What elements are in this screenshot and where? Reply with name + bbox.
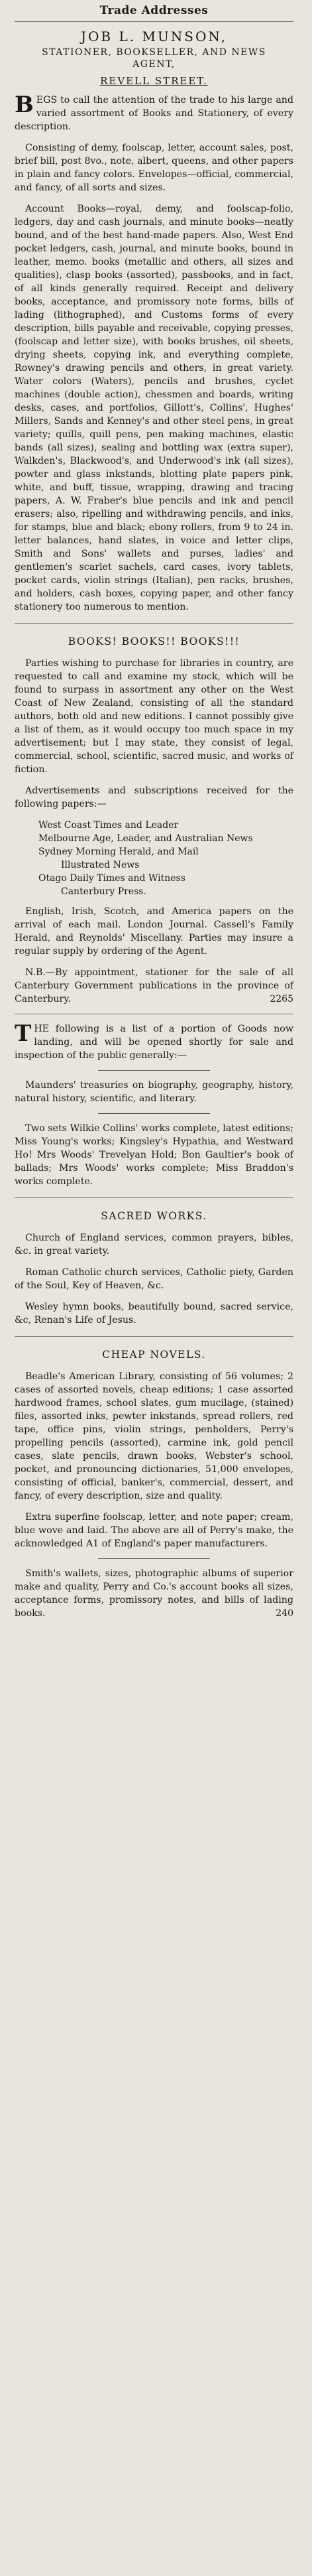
- paper-item: Canterbury Press.: [61, 886, 146, 897]
- divider: [15, 1197, 293, 1198]
- nb-paragraph: N.B.—By appointment, stationer for the sale of all Canterbury Government publications in the province of Canterbury.: [15, 967, 293, 1004]
- business-trades-line2: AGENT,: [132, 59, 176, 70]
- divider: [15, 623, 293, 624]
- business-name: JOB L. MUNSON,: [81, 29, 227, 44]
- books-heading: BOOKS! BOOKS!! BOOKS!!!: [68, 636, 240, 647]
- paper-item: Sydney Morning Herald, and Mail: [38, 847, 199, 857]
- business-street: REVELL STREET.: [100, 75, 208, 87]
- novels-item: Smith's wallets, sizes, photographic albums of superior make and quality, Perry and Co.'s account books all sizes, acceptance forms, promissory notes, and bills of lading books.: [15, 1568, 293, 1619]
- ad-number: 240: [276, 1608, 293, 1619]
- spacer: [15, 898, 293, 905]
- divider: [15, 1336, 293, 1337]
- english-papers-paragraph: English, Irish, Scotch, and America papers on the arrival of each mail. London Journal. Cassell's Family Herald, and Reynolds' Miscellany. Parties may insure a regular supply by ordering of the Agent.: [15, 906, 293, 957]
- novels-item: Beadle's American Library, consisting of 56 volumes; 2 cases of assorted novels, cheap editions; 1 case assorted hardwood frames, school slates, gum mucilage, (stained) files, assorted inks, pewter inkstands, spread rollers, red tape, office pins, violin strings, penholders, Perry's propelling pencils (assorted), carmine ink, gold pencil cases, slate pencils, drawn books, Webster's school, pocket, and pronouncing dictionaries, 51,000 envelopes, consisting of official, banker's, commercial, dessert, and fancy, of every description, size and quality.: [15, 1371, 293, 1501]
- sacred-item: Roman Catholic church services, Catholic piety, Garden of the Soul, Key of Heaven, &c.: [15, 1267, 293, 1291]
- sacred-item: Wesley hymn books, beautifully bound, sacred service, &c, Renan's Life of Jesus.: [15, 1302, 293, 1325]
- short-divider: [98, 1070, 209, 1071]
- libraries-paragraph: Parties wishing to purchase for libraries in country, are requested to call and examine my stock, which will be found to surpass in assortment any other on the West Coast of New Zealand, consisting of all the standard authors, both old and new editions. I cannot possibly give a list of them, as it would occupy too much space in my advertisement; but I may state, they consist of legal, commercial, school, scientific, sacred music, and works of fiction.: [15, 658, 293, 775]
- paper-item: Otago Daily Times and Witness: [38, 873, 185, 884]
- papers-list: [15, 819, 293, 898]
- account-books-paragraph: Account Books—royal, demy, and foolscap-folio, ledgers, day and cash journals, and minute books—neatly bound, and of the best hand-made papers. Also, West End pocket ledgers, cash, journal, and minute books, bound in leather, memo. books (metallic and others, all sizes and qualities), clasp books (assorted), passbooks, and in fact, of all kinds generally required. Receipt and delivery books, acceptance, and promissory note forms, bills of lading (lithographed), and Customs forms of every description, bills payable and receivable, copying presses, (foolscap and letter size), with books brushes, oil sheets, drying sheets, copying ink, and everything complete, Rowney's drawing pencils and others, in great variety. Water colors (Waters), pencils and brushes, cyclet machines (double action), chessmen and boards, writing desks, cases, and portfolios, Gillott's, Collins', Hughes' Millers, Sands and Kenney's and other steel pens, in great variety; quills, quill pens, pen making machines, elastic bands (all sizes), sealing and bottling wax (extra super), Walkden's, Blackwood's, and Underwood's ink (all sizes), powter and glass inkstands, blotting plate papers pink, white, and buff, tissue, wrapping, drawing and tracing papers, A. W. Fraber's blue pencils and ink and pencil erasers; also, ripelling and withdrawing pencils, and inks, for stamps, blue and black; ebony rollers, from 9 to 24 in. letter balances, hand slates, in voice and letter clips, Smith and Sons' wallets and purses, ladies' and gentlemen's scarlet sachels, card cases, ivory tablets, pocket cards, violin strings (Italian), pen racks, brushes, and holders, cash boxes, copying paper, and other fancy stationery too numerous to mention.: [15, 204, 293, 612]
- novels-heading: CHEAP NOVELS.: [102, 1349, 206, 1361]
- intro-paragraph: BEGS to call the attention of the trade to his large and varied assortment of Books and Stationery, of every description.: [15, 92, 293, 132]
- goods-item: Maunders' treasuries on biography, geography, history, natural history, scientific, and literary.: [15, 1080, 293, 1104]
- goods-paragraph: THE following is a list of a portion of Goods now landing, and will be opened shortly for sale and inspection of the public generally:—: [15, 1020, 293, 1061]
- paper-item: Illustrated News: [61, 860, 140, 870]
- paper-item: West Coast Times and Leader: [38, 820, 179, 831]
- business-trades-line1: STATIONER, BOOKSELLER, AND NEWS: [42, 47, 266, 58]
- advertisements-paragraph: Advertisements and subscriptions received for the following papers:—: [15, 785, 293, 809]
- short-divider: [98, 1558, 209, 1559]
- novels-item: Extra superfine foolscap, letter, and note paper; cream, blue wove and laid. The above are all of Perry's make, the acknowledged A1 of England's paper manufacturers.: [15, 1512, 293, 1549]
- ad-number: 2265: [270, 994, 293, 1004]
- section-header: Trade Addresses: [15, 3, 293, 22]
- sacred-heading: SACRED WORKS.: [101, 1210, 207, 1222]
- paper-item: Melbourne Age, Leader, and Australian News: [38, 833, 253, 844]
- goods-item: Two sets Wilkie Collins' works complete, latest editions; Miss Young's works; Kingsley's Hypathia, and Westward Ho! Mrs Woods' Trevelyan Hold; Bon Gaultier's book of ballads; Mrs Woods' works complete; Miss Braddon's works complete.: [15, 1123, 293, 1187]
- short-divider: [98, 1113, 209, 1114]
- papers-paragraph: Consisting of demy, foolscap, letter, account sales, post, brief bill, post 8vo., note, albert, queens, and other papers in plain and fancy colors. Envelopes—official, commercial, and fancy, of all sorts and sizes.: [15, 143, 293, 193]
- sacred-item: Church of England services, common prayers, bibles, &c. in great variety.: [15, 1233, 293, 1256]
